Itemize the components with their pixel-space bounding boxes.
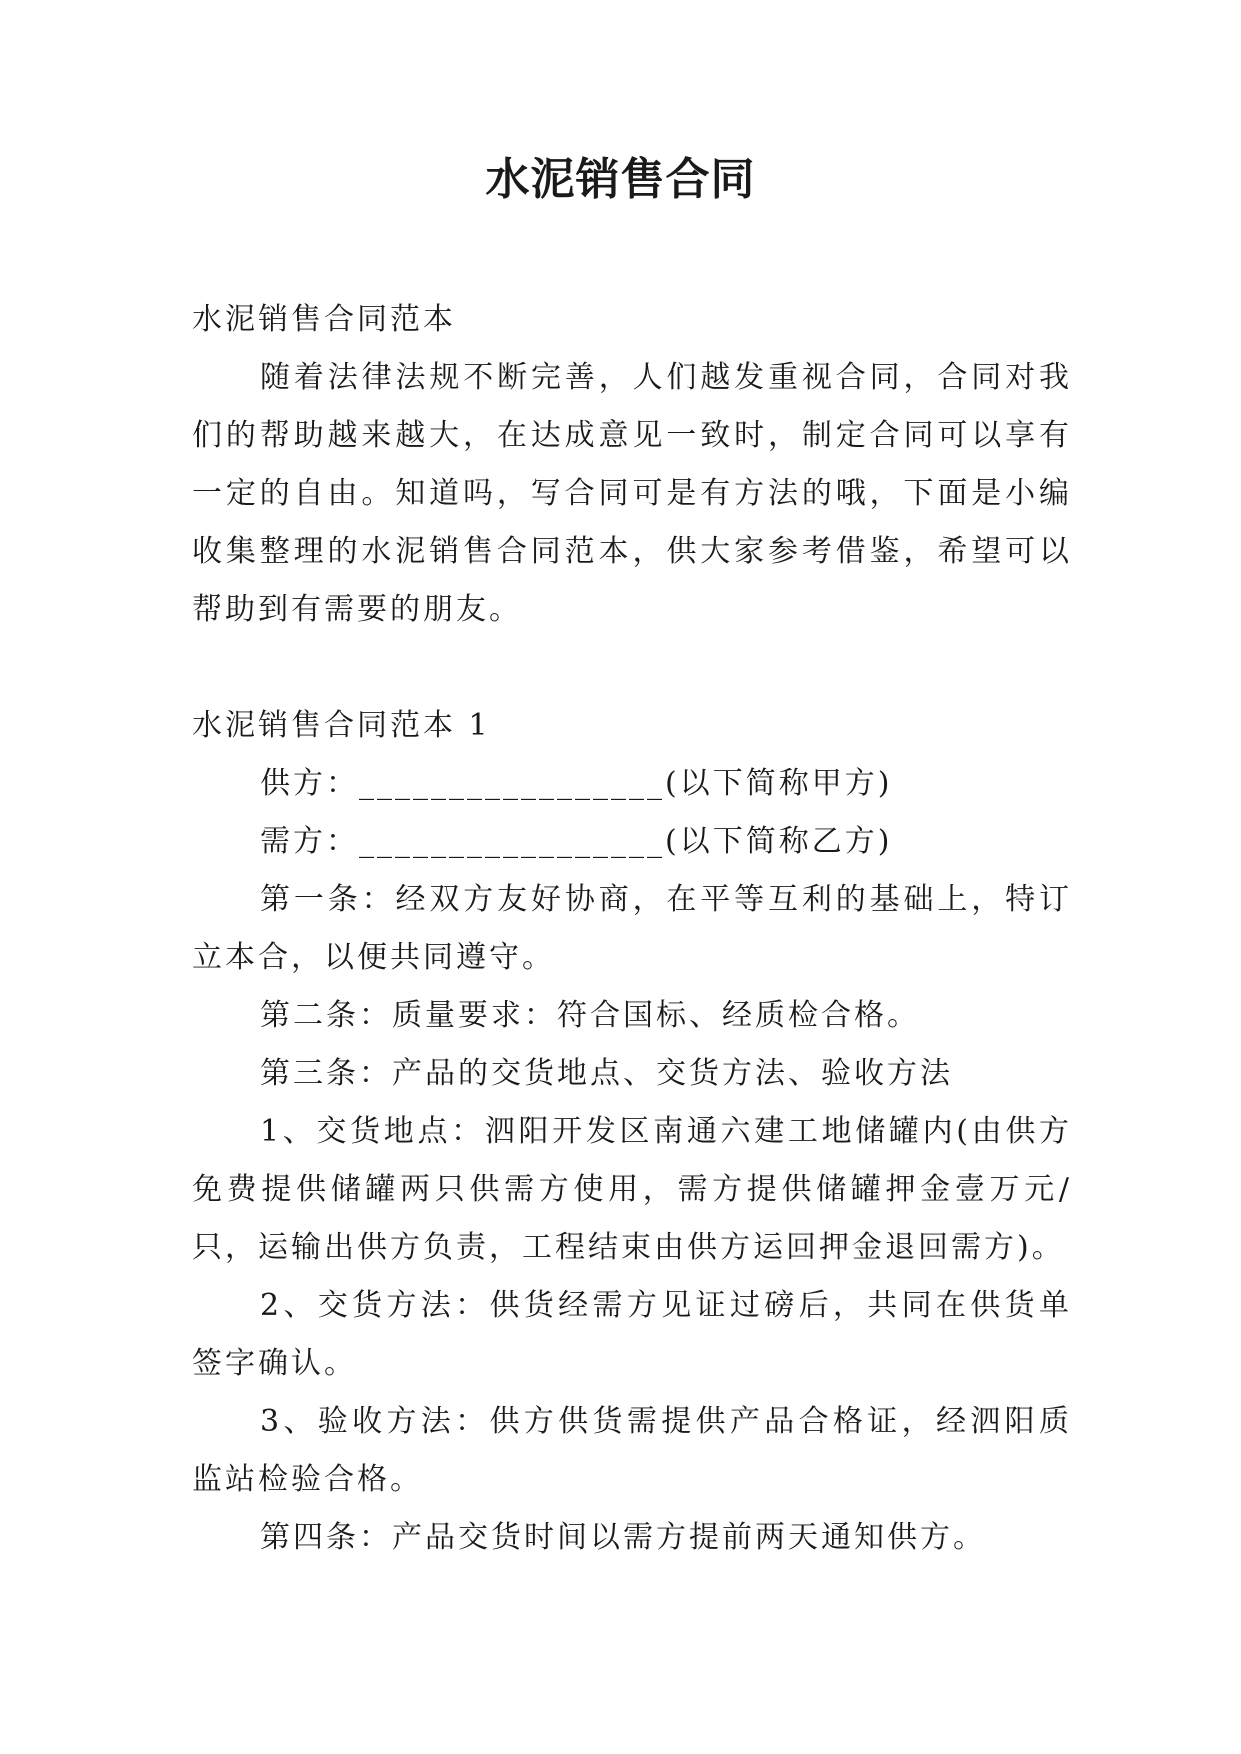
- article-3-item-2: 2、交货方法：供货经需方见证过磅后，共同在供货单签字确认。: [192, 1288, 1072, 1381]
- article-1: 第一条：经双方友好协商，在平等互利的基础上，特订立本合，以便共同遵守。: [192, 882, 1072, 975]
- intro-paragraph: 随着法律法规不断完善，人们越发重视合同，合同对我们的帮助越来越大，在达成意见一致时，制定合同可以享有一定的自由。知道吗，写合同可是有方法的哦，下面是小编收集整理的水泥销售合同范本，供大家参考借鉴，希望可以帮助到有需要的朋友。: [192, 360, 1072, 627]
- buyer-line: 需方：_________________(以下简称乙方): [260, 824, 893, 859]
- article-4: 第四条：产品交货时间以需方提前两天通知供方。: [260, 1520, 986, 1555]
- supplier-line: 供方：_________________(以下简称甲方): [260, 766, 893, 801]
- article-3-item-3: 3、验收方法：供方供货需提供产品合格证，经泗阳质监站检验合格。: [192, 1404, 1072, 1497]
- article-2: 第二条：质量要求：符合国标、经质检合格。: [260, 998, 920, 1033]
- template-heading: 水泥销售合同范本: [192, 302, 456, 337]
- document-title: 水泥销售合同: [485, 154, 756, 205]
- article-3-item-1: 1、交货地点：泗阳开发区南通六建工地储罐内(由供方免费提供储罐两只供需方使用，需方提供储罐押金壹万元/只，运输出供方负责，工程结束由供方运回押金退回需方)。: [192, 1114, 1072, 1265]
- document-body: [192, 291, 1072, 1567]
- paragraph-spacer: [192, 639, 1072, 697]
- article-3: 第三条：产品的交货地点、交货方法、验收方法: [260, 1056, 953, 1091]
- template-1-heading: 水泥销售合同范本 1: [192, 708, 491, 743]
